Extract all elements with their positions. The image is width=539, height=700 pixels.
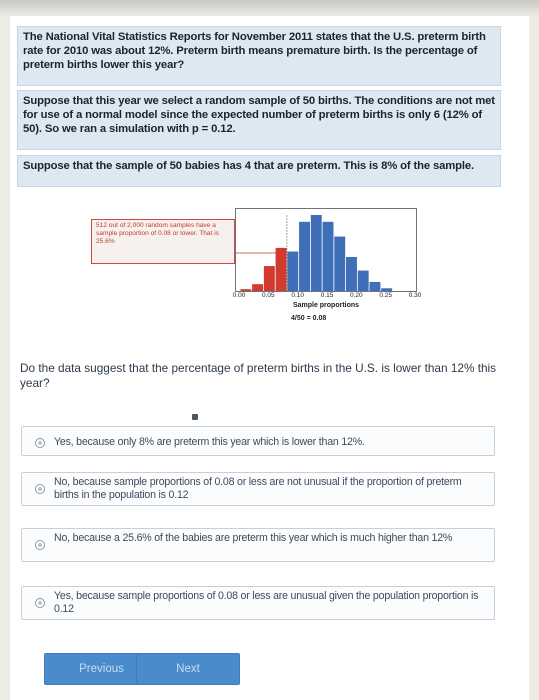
simulation-figure <box>86 206 446 326</box>
histogram-bar <box>369 282 380 291</box>
option-no-not-unusual[interactable] <box>21 472 495 506</box>
sample-proportion-annotation: 4/50 = 0.08 <box>291 315 327 322</box>
histogram-bar <box>287 252 298 291</box>
option-yes-lower[interactable] <box>21 426 495 456</box>
x-tick-label: 0.20 <box>350 292 363 299</box>
histogram-bar <box>264 266 275 291</box>
histogram-bar <box>311 215 322 291</box>
option-yes-unusual[interactable] <box>21 586 495 620</box>
x-tick-label: 0.15 <box>320 292 334 299</box>
histogram-bar <box>381 288 392 291</box>
option-label: Yes, because only 8% are preterm this year which is lower than 12%. <box>54 436 365 448</box>
option-no-higher[interactable] <box>21 528 495 562</box>
histogram-bar <box>252 284 263 291</box>
histogram-plot <box>235 208 417 292</box>
x-tick-label: 0.00 <box>232 292 246 299</box>
x-tick-label: 0.05 <box>262 292 275 299</box>
top-shadow <box>0 0 539 16</box>
histogram-bar <box>346 257 357 291</box>
observation-paragraph: Suppose that the sample of 50 babies has 4 that are preterm. This is 8% of the sample. <box>17 155 501 187</box>
histogram-bar <box>240 289 251 291</box>
cursor-marker <box>192 414 198 420</box>
x-axis-ticks <box>232 292 422 302</box>
previous-button[interactable]: Previous <box>44 653 159 685</box>
question-card <box>10 16 529 700</box>
intro-paragraph: The National Vital Statistics Reports for November 2011 states that the U.S. preterm birth rate for 2010 was about 12%. Preterm birth means premature birth. Is the percentage of preterm births lower this year? <box>17 26 501 86</box>
histogram-bar <box>358 271 369 291</box>
radio-icon[interactable] <box>35 438 45 448</box>
next-button[interactable]: Next <box>136 653 240 685</box>
option-label: No, because sample proportions of 0.08 or less are not unusual if the proportion of preterm births in the population is 0.12 <box>54 476 462 501</box>
option-label: No, because a 25.6% of the babies are preterm this year which is much higher than 12% <box>54 532 453 544</box>
simulation-note: 512 out of 2,000 random samples have a sample proportion of 0.08 or lower. That is 25.6% <box>91 219 235 264</box>
histogram-bar <box>276 248 287 291</box>
x-tick-label: 0.10 <box>291 292 304 299</box>
simulation-paragraph: Suppose that this year we select a random sample of 50 births. The conditions are not met for use of a normal model since the expected number of preterm births is only 6 (12% of 50). So we ran a simulation with p = 0.12. <box>17 90 501 150</box>
option-label: Yes, because sample proportions of 0.08 or less are unusual given the population proportion is 0.12 <box>54 590 479 615</box>
x-axis-label: Sample proportions <box>292 302 360 309</box>
histogram-bar <box>323 222 334 291</box>
radio-icon[interactable] <box>35 598 45 608</box>
histogram-svg <box>236 209 418 293</box>
radio-icon[interactable] <box>35 484 45 494</box>
x-tick-label: 0.30 <box>408 292 422 299</box>
histogram-bar <box>334 237 345 291</box>
question-text: Do the data suggest that the percentage of preterm births in the U.S. is lower than 12% this year? <box>20 361 497 390</box>
histogram-bar <box>299 222 310 291</box>
radio-icon[interactable] <box>35 540 45 550</box>
x-tick-label: 0.25 <box>379 292 392 299</box>
